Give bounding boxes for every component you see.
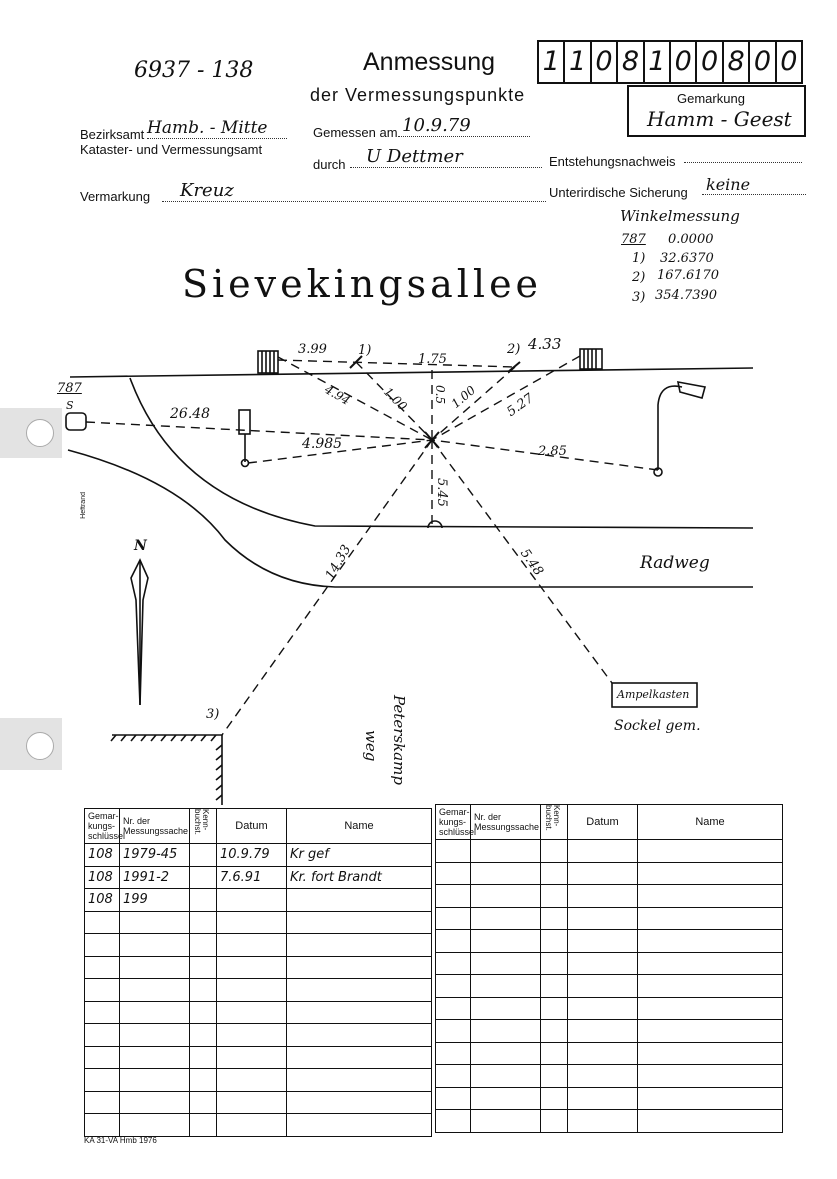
table-row-empty <box>436 975 783 998</box>
distance-1-75: 1.75 <box>418 352 447 367</box>
table-row-empty <box>436 930 783 953</box>
distance-2-85: 2.85 <box>538 444 567 459</box>
table-row-empty <box>85 956 432 979</box>
table-row <box>85 866 432 889</box>
gemessen-label: Gemessen am <box>313 125 398 140</box>
road-edge-north <box>70 368 753 377</box>
line-3-99b <box>278 360 515 367</box>
point-787-label: 787 <box>57 381 82 396</box>
header-nr: Nr. der Messungssache <box>471 805 541 840</box>
cell-nr: 199 <box>120 889 190 912</box>
cell-datum: 7.6.91 <box>217 866 287 889</box>
table-row-empty <box>85 1091 432 1114</box>
table-row-empty <box>85 979 432 1002</box>
table-row-empty <box>436 1042 783 1065</box>
north-label: N <box>134 538 147 554</box>
winkel-value: 0.0000 <box>668 232 714 247</box>
weg-label: weg <box>362 730 380 762</box>
table-row-empty <box>436 885 783 908</box>
bezirksamt-value: Hamb. - Mitte <box>147 118 287 139</box>
page-title: Anmessung <box>363 48 496 76</box>
winkel-value: 354.7390 <box>655 288 718 303</box>
id-digit: 1 <box>539 42 565 82</box>
distance-4-33: 4.33 <box>528 335 562 353</box>
table-row-empty <box>85 1069 432 1092</box>
table-row-empty <box>85 1001 432 1024</box>
heftrand-label: Heftrand <box>80 492 87 519</box>
cell-nr: 1979-45 <box>120 844 190 867</box>
table-row-empty <box>436 907 783 930</box>
point-787-box <box>66 413 86 430</box>
gemarkung-label: Gemarkung <box>677 91 745 106</box>
durch-signature: U Dettmer <box>350 146 542 168</box>
distance-1-00-left: 1.00 <box>380 384 410 414</box>
cell-name <box>287 889 432 912</box>
header-name: Name <box>287 809 432 844</box>
winkel-title: Winkelmessung <box>620 207 740 225</box>
winkel-value: 167.6170 <box>657 268 720 283</box>
table-row-empty <box>85 1114 432 1137</box>
table-row-empty <box>436 997 783 1020</box>
cell-gem: 108 <box>85 866 120 889</box>
header-datum: Datum <box>568 805 638 840</box>
distance-0-5: 0.5 <box>433 385 447 405</box>
ampelkasten-label: Ampelkasten <box>617 688 690 701</box>
line-26-48 <box>86 422 432 440</box>
marker-2: 2) <box>507 342 521 357</box>
cell-kenn <box>190 844 217 867</box>
header-kenn-text: Kenn-buchst. <box>544 805 561 831</box>
cell-nr: 1991-2 <box>120 866 190 889</box>
id-digit: 0 <box>780 46 798 77</box>
id-digit: 0 <box>697 42 723 82</box>
cell-kenn <box>190 889 217 912</box>
vermarkung-value: Kreuz <box>162 180 546 202</box>
table-row-empty <box>85 1046 432 1069</box>
distance-5-45: 5.45 <box>434 478 449 507</box>
table-row-empty <box>436 1020 783 1043</box>
distance-1-00-right: 1.00 <box>448 383 479 411</box>
table-row <box>85 844 432 867</box>
vermarkung-label: Vermarkung <box>80 189 151 204</box>
table-row-empty <box>436 840 783 863</box>
distance-3-99: 3.99 <box>298 342 327 357</box>
building-corner <box>112 735 222 805</box>
gate-left <box>258 351 278 373</box>
id-digit: 0 <box>592 42 618 82</box>
distance-5-27: 5.27 <box>504 391 537 420</box>
unterirdisch-label: Unterirdische Sicherung <box>549 185 688 200</box>
header-nr: Nr. der Messungssache <box>120 809 190 844</box>
header-kenn <box>541 805 568 840</box>
table-row-empty <box>436 952 783 975</box>
header-schluessel: Gemar-kungs-schlüssel <box>85 809 120 844</box>
lamp-pole <box>658 386 682 470</box>
page-subtitle: der Vermessungspunkte <box>310 85 526 105</box>
header-name: Name <box>638 805 783 840</box>
cell-datum <box>217 889 287 912</box>
form-code: KA 31-VA Hmb 1976 <box>84 1136 157 1145</box>
id-digit: 1 <box>645 42 671 82</box>
lamp-head <box>678 382 705 398</box>
winkel-key: 1) <box>632 251 646 266</box>
winkel-key: 3) <box>632 290 646 305</box>
peterskamp-label: Peterskamp <box>390 695 408 785</box>
cell-datum: 10.9.79 <box>217 844 287 867</box>
table-row-empty <box>85 934 432 957</box>
distance-4-94: 4.94 <box>322 382 353 408</box>
header-datum: Datum <box>217 809 287 844</box>
id-digit: 0 <box>671 42 697 82</box>
winkel-value: 32.6370 <box>660 251 714 266</box>
kataster-label: Kataster- und Vermessungsamt <box>80 142 263 157</box>
distance-14-33: 14.33 <box>322 542 355 583</box>
point-s-label: S <box>66 399 74 412</box>
cell-name: Kr. fort Brandt <box>287 866 432 889</box>
winkel-key: 787 <box>621 232 646 247</box>
street-name: Sievekingsallee <box>182 262 543 306</box>
cell-gem: 108 <box>85 844 120 867</box>
marker-3: 3) <box>206 707 220 722</box>
table-row-empty <box>436 1087 783 1110</box>
cell-gem: 108 <box>85 889 120 912</box>
records-table-left <box>84 808 432 1137</box>
sockel-label: Sockel gem. <box>614 718 701 734</box>
header-kenn-text: Kenn-buchst. <box>193 809 210 835</box>
table-row-empty <box>436 1065 783 1088</box>
records-table-right <box>435 804 783 1133</box>
id-digit: 1 <box>565 42 591 82</box>
distance-4-985: 4.985 <box>302 436 343 452</box>
distance-26-48: 26.48 <box>170 406 211 422</box>
table-row-empty <box>436 1110 783 1133</box>
gemessen-value: 10.9.79 <box>398 115 530 137</box>
cell-kenn <box>190 866 217 889</box>
table-row-empty <box>85 1024 432 1047</box>
id-digit: 8 <box>724 42 750 82</box>
winkel-key: 2) <box>632 270 646 285</box>
cell-name: Kr gef <box>287 844 432 867</box>
line-3-99 <box>278 357 432 440</box>
header-kenn <box>190 809 217 844</box>
id-digit: 0 <box>750 42 776 82</box>
table-row <box>85 889 432 912</box>
table-row-empty <box>85 911 432 934</box>
bezirksamt-label: Bezirksamt <box>80 127 145 142</box>
entstehung-label: Entstehungsnachweis <box>549 154 676 169</box>
radweg-label: Radweg <box>640 553 710 573</box>
file-number: 6937 - 138 <box>134 58 254 83</box>
header-schluessel: Gemar-kungs-schlüssel <box>436 805 471 840</box>
durch-label: durch <box>313 157 346 172</box>
marker-1: 1) <box>358 343 372 358</box>
id-digit: 8 <box>618 42 644 82</box>
gemarkung-value: Hamm - Geest <box>647 107 792 131</box>
distance-5-48: 5.48 <box>517 546 546 579</box>
unterirdisch-value: keine <box>702 175 806 195</box>
table-row-empty <box>436 862 783 885</box>
